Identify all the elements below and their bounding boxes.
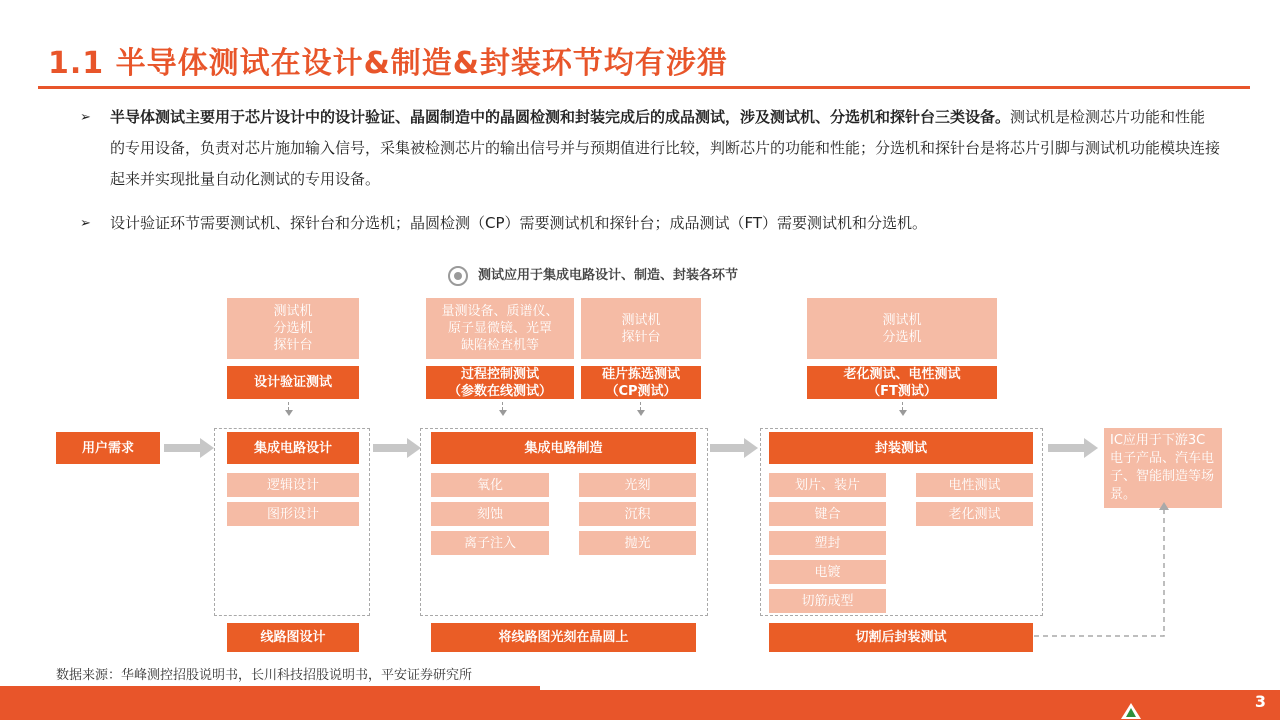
down-arrow-icon [285,410,293,416]
source-note: 数据来源：华峰测控招股说明书，长川科技招股说明书，平安证券研究所 [56,668,473,683]
user-demand-box: 用户需求 [56,432,160,464]
ft-test-label: 老化测试、电性测试 （FT测试） [807,366,997,399]
packaging-step-box: 划片、装片 [769,473,886,497]
flow-arrow-icon [710,438,758,458]
manufacture-step-box: 氧化 [431,473,549,497]
diagram-caption: 测试应用于集成电路设计、制造、封装各环节 [478,268,739,283]
packaging-step-box: 键合 [769,502,886,526]
flow-arrow-icon [1048,438,1098,458]
title-divider [38,86,1250,89]
packaging-step-box: 电镀 [769,560,886,584]
down-arrow-icon [899,410,907,416]
manufacture-step-box: 沉积 [579,502,696,526]
application-box: IC应用于下游3C电子产品、汽车电子、智能制造等场景。 [1104,428,1222,508]
arrow-bullet-icon: ➢ [80,216,91,231]
packaging-step-box: 塑封 [769,531,886,555]
flow-arrow-icon [164,438,214,458]
flow-arrow-icon [373,438,421,458]
connector-line [288,402,289,410]
manufacture-output-box: 将线路图光刻在晶圆上 [431,623,696,652]
footer-bar [0,686,1280,720]
manufacture-main-box: 集成电路制造 [431,432,696,464]
design-step-box: 图形设计 [227,502,359,526]
feedback-dashed-arrow [1030,500,1180,650]
page-number: 3 [1254,692,1266,711]
connector-line [502,402,503,410]
process-control-test-label: 过程控制测试 （参数在线测试） [426,366,574,399]
down-arrow-icon [637,410,645,416]
design-output-box: 线路图设计 [227,623,359,652]
connector-line [902,402,903,410]
manufacture-step-box: 抛光 [579,531,696,555]
bullet-1 [80,102,1220,195]
packaging-step-box: 老化测试 [916,502,1033,526]
arrow-bullet-icon: ➢ [80,110,91,125]
manufacture-step-box: 离子注入 [431,531,549,555]
design-equipment-box: 测试机 分选机 探针台 [227,298,359,359]
bullet-2-text: 设计验证环节需要测试机、探针台和分选机；晶圆检测（CP）需要测试机和探针台；成品测试（FT）需要测试机和分选机。 [110,214,928,232]
process-equipment-box: 量测设备、质谱仪、 原子显微镜、光罩 缺陷检查机等 [426,298,574,359]
packaging-step-box: 切筋成型 [769,589,886,613]
cp-test-label: 硅片拣选测试 （CP测试） [581,366,701,399]
page-title: 1.1 半导体测试在设计&制造&封装环节均有涉猎 [48,46,728,81]
bullet-2 [80,208,1220,239]
down-arrow-icon [499,410,507,416]
manufacture-step-box: 刻蚀 [431,502,549,526]
bullet-1-bold-text: 半导体测试主要用于芯片设计中的设计验证、晶圆制造中的晶圆检测和封装完成后的成品测试，涉及测试机、分选机和探针台三类设备。 [110,108,1011,126]
bullet-1-text: 测试机是检测芯片功能和性能的专用设备，负责对芯片施加输入信号，采集被检测芯片的输出信号并与预期值进行比较，判断芯片的功能和性能；分选机和探针台是将芯片引脚与测试机功能模块连接起来并实现批量自动化测试的专用设备。 [110,108,1221,188]
manufacture-step-box: 光刻 [579,473,696,497]
footer-divider [540,686,1280,690]
connector-line [640,402,641,410]
design-step-box: 逻辑设计 [227,473,359,497]
design-main-box: 集成电路设计 [227,432,359,464]
packaging-output-box: 切割后封装测试 [769,623,1033,652]
company-logo-icon [1120,702,1142,720]
design-test-label: 设计验证测试 [227,366,359,399]
packaging-equipment-box: 测试机 分选机 [807,298,997,359]
cp-equipment-box: 测试机 探针台 [581,298,701,359]
packaging-main-box: 封装测试 [769,432,1033,464]
packaging-step-box: 电性测试 [916,473,1033,497]
